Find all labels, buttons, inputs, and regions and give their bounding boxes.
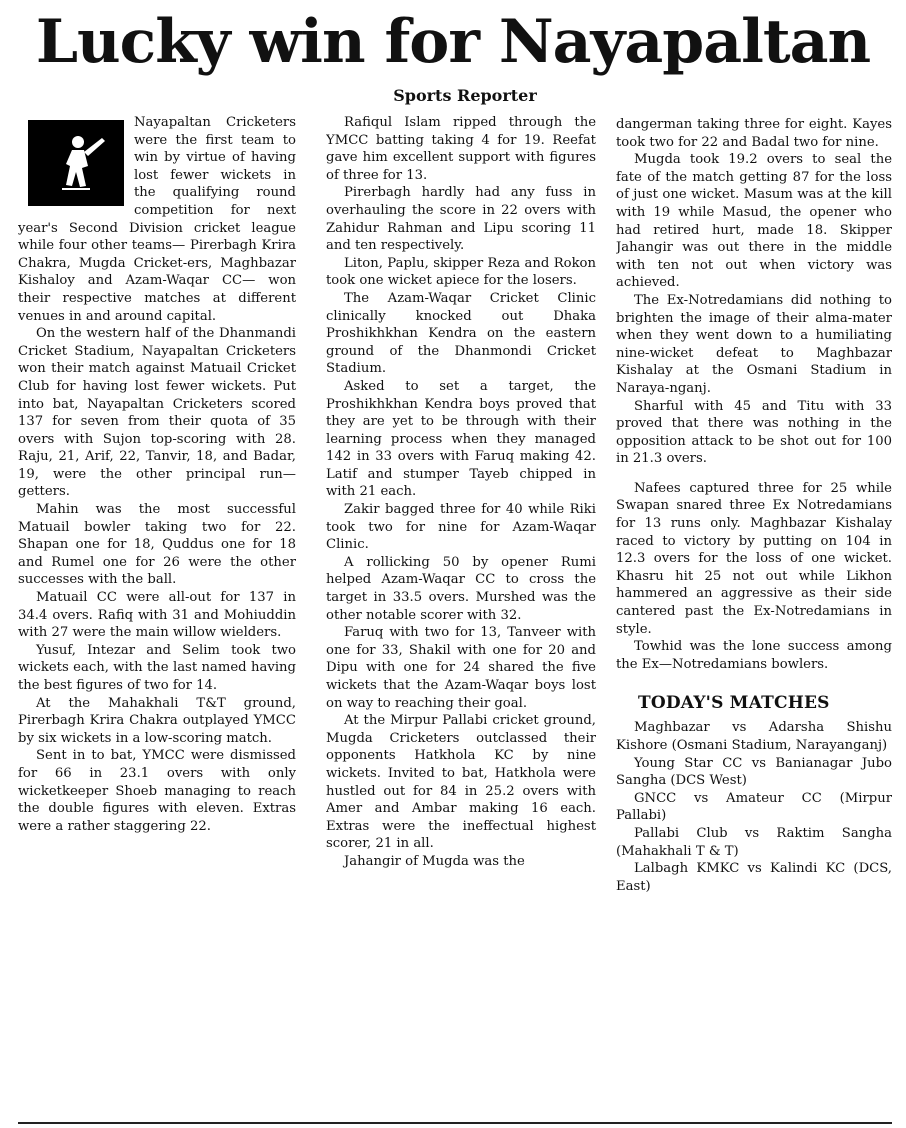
paragraph: dangerman taking three for eight. Kayes took two for 22 and Badal two for nine. <box>616 117 892 150</box>
match-listing: Maghbazar vs Adarsha Shishu Kishore (Osmani Stadium, Narayanganj) <box>616 720 892 753</box>
paragraph: The Ex-Notredamians did nothing to brighten the image of their alma-mater when they went down to a humiliating nine-wicket defeat to Maghbazar Kishalay at the Osmani Stadium in Naraya-nganj. <box>616 292 892 396</box>
paragraph: At the Mahakhali T&T ground, Pirerbagh Krira Chakra outplayed YMCC by six wickets in a low-scoring match. <box>18 695 296 746</box>
paragraph: Zakir bagged three for 40 while Riki took two for nine for Azam-Waqar Clinic. <box>326 502 596 553</box>
paragraph: Yusuf, Intezar and Selim took two wickets each, with the last named having the best figures of two for 14. <box>18 642 296 693</box>
match-listing: Young Star CC vs Banianagar Jubo Sangha (DCS West) <box>616 755 892 789</box>
paragraph: Nafees captured three for 25 while Swapan snared three Ex Notredamians for 13 runs only. Maghbazar Kishalay raced to victory by putting on 104 in 12.3 overs for the loss of one wicket. Khasru hit 25 not out while Likhon hammered an aggressive as their side cantered past the Ex-Notredamians in style. <box>616 480 892 637</box>
article-column-1 <box>18 114 296 1124</box>
paragraph: Pirerbagh hardly had any fuss in overhauling the score in 22 overs with Zahidur Rahman and Lipu scoring 11 and ten respectively. <box>326 185 596 254</box>
match-listing: Pallabi Club vs Raktim Sangha (Mahakhali T & T) <box>616 825 892 859</box>
match-listing: GNCC vs Amateur CC (Mirpur Pallabi) <box>616 790 892 824</box>
paragraph: The Azam-Waqar Cricket Clinic clinically knocked out Dhaka Proshikhkhan Kendra on the eastern ground of the Dhanmondi Cricket Stadium. <box>326 290 596 377</box>
paragraph: Mahin was the most successful Matuail bowler taking two for 22. Shapan one for 18, Quddus one for 18 and Rumel one for 26 were the other successes with the ball. <box>18 502 296 588</box>
paragraph: On the western half of the Dhanmandi Cricket Stadium, Nayapaltan Cricketers won their match against Matuail Cricket Club for having lost fewer wickets. Put into bat, Nayapaltan Cricketers scored 137 for seven from their quota of 35 overs with Sujon top-scoring with 28. Raju, 21, Arif, 22, Tanvir, 18, and Badar, 19, were the other principal run—getters. <box>18 326 296 500</box>
article-column-3 <box>616 116 892 1126</box>
headline: Lucky win for Nayapaltan <box>35 7 871 77</box>
paragraph: Liton, Paplu, skipper Reza and Rokon took one wicket apiece for the losers. <box>326 255 596 289</box>
todays-matches-title: TODAY'S MATCHES <box>638 693 830 714</box>
paragraph: Matuail CC were all-out for 137 in 34.4 overs. Rafiq with 31 and Mohiuddin with 27 were the main willow wielders. <box>18 590 296 641</box>
paragraph: At the Mirpur Pallabi cricket ground, Mugda Cricketers outclassed their opponents Hatkhola KC by nine wickets. Invited to bat, Hatkhola were hustled out for 84 in 25.2 overs with Amer and Ambar making 16 each. Extras were the ineffectual highest scorer, 21 in all. <box>326 713 596 852</box>
paragraph: Towhid was the lone success among the Ex—Notredamians bowlers. <box>616 639 892 672</box>
match-listing: Lalbagh KMKC vs Kalindi KC (DCS, East) <box>616 861 892 894</box>
cricket-batsman-icon <box>28 120 124 206</box>
paragraph: Rafiqul Islam ripped through the YMCC batting taking 4 for 19. Reefat gave him excellent support with figures of three for 13. <box>326 115 596 183</box>
paragraph: Sharful with 45 and Titu with 33 proved that there was nothing in the opposition attack to be shot out for 100 in 21.3 overs. <box>616 398 892 467</box>
article-column-2 <box>326 114 596 1124</box>
paragraph: Jahangir of Mugda was the <box>344 853 525 869</box>
paragraph: A rollicking 50 by opener Rumi helped Azam-Waqar CC to cross the target in 33.5 overs. Murshed was the other notable scorer with 32. <box>326 554 596 623</box>
byline: Sports Reporter <box>393 86 537 105</box>
paragraph: Nayapaltan Cricketers were the first team to win by virtue of having lost fewer wickets in the qualifying round competition for next year's Second Division cricket league while four other teams— Pirerbagh Krira Chakra, Mugda Cricket-ers, Maghbazar Kishaloy and Azam-Waqar CC— won their respective matches at different venues in and around capital. <box>18 115 296 324</box>
paragraph: Faruq with two for 13, Tanveer with one for 33, Shakil with one for 20 and Dipu with one for 24 shared the five wickets that the Azam-Waqar boys lost on way to reaching their goal. <box>326 625 596 711</box>
paragraph: Sent in to bat, YMCC were dismissed for 66 in 23.1 overs with only wicketkeeper Shoeb managing to reach the double figures with eleven. Extras were a rather staggering 22. <box>18 748 296 834</box>
paragraph: Mugda took 19.2 overs to seal the fate of the match getting 87 for the loss of just one wicket. Masum was at the kill with 19 while Masud, the opener who had retired hurt, made 18. Skipper Jahangir was out there in the middle with ten not out when victory was achieved. <box>616 152 892 291</box>
paragraph: Asked to set a target, the Proshikhkhan Kendra boys proved that they are yet to be through with their learning process when they managed 142 in 33 overs with Faruq making 42. Latif and stumper Tayeb chipped in with 21 each. <box>326 378 596 500</box>
bottom-rule <box>18 1122 892 1124</box>
